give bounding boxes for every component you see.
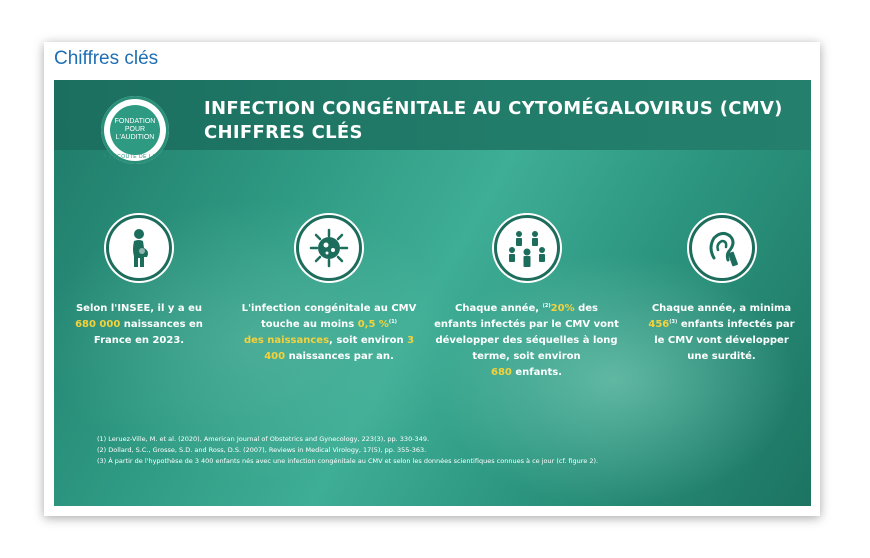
stat-infection-rate <box>240 215 418 365</box>
title-line-1: INFECTION CONGÉNITALE AU CYTOMÉGALOVIRUS (CMV) <box>204 98 783 119</box>
content-card <box>44 42 820 516</box>
stat-text-part: L'infection congénitale au CMV touche au moins <box>241 303 417 330</box>
stat-text-part: enfants infectés par le CMV vont développer une surdité. <box>654 319 795 362</box>
stat-deafness <box>644 215 799 365</box>
footnote-1: (1) Leruez-Ville, M. et al. (2020), American Journal of Obstetrics and Gynecology, 223(3), pp. 330-349. <box>97 435 430 443</box>
stat-highlight: 0,5 % <box>357 319 389 330</box>
stat-text-part: naissances par an. <box>288 351 394 362</box>
stat-deafness-text <box>644 301 799 365</box>
stat-text-part: , soit environ <box>329 335 404 346</box>
footnote-2: (2) Dollard, S.C., Grosse, S.D. and Ross, D.S. (2007), Reviews in Medical Virology, 17(5), pp. 355-363. <box>97 446 427 454</box>
logo-line-2: POUR <box>124 126 146 133</box>
stat-sequelae <box>434 215 619 381</box>
stat-highlight: des naissances <box>243 335 330 346</box>
stat-infection-text <box>240 301 418 365</box>
hearing-icon <box>689 215 755 281</box>
footnote-ref: (2) <box>542 303 551 309</box>
stat-text-part: Chaque année, a minima <box>651 303 792 314</box>
infographic-title <box>204 97 783 145</box>
stat-highlight: 456 <box>648 319 670 330</box>
logo-ring-text: À L'ÉCOUTE DE LA VIE <box>102 154 168 160</box>
stat-highlight: 20% <box>550 303 575 314</box>
stat-text-part: des enfants infectés par le CMV vont développer des séquelles à long terme, soit environ <box>434 303 619 362</box>
stat-text-part: naissances en France en 2023. <box>93 319 203 346</box>
logo-line-3: L'AUDITION <box>115 134 155 141</box>
fondation-logo <box>101 96 169 164</box>
footnote-3: (3) À partir de l'hypothèse de 3 400 enfants nés avec une infection congénitale au CMV et selon les données scientifiques connues à ce jour (cf. figure 2). <box>97 457 599 465</box>
stat-text-part: enfants. <box>515 367 562 378</box>
stat-text-part: Chaque année, <box>455 303 540 314</box>
stat-highlight: 680 000 <box>75 319 121 330</box>
footnotes <box>97 434 598 467</box>
pregnant-woman-icon <box>106 215 172 281</box>
footnote-ref: (1) <box>388 319 397 325</box>
stat-births <box>59 215 219 349</box>
page-title: Chiffres clés <box>54 48 159 69</box>
logo-line-1: FONDATION <box>114 118 156 125</box>
stat-sequelae-text <box>434 301 619 381</box>
stat-text-part: Selon l'INSEE, il y a eu <box>75 303 203 314</box>
stat-births-text <box>59 301 219 349</box>
stat-highlight: 3 400 <box>264 335 415 362</box>
virus-icon <box>296 215 362 281</box>
footnote-ref: (3) <box>669 319 678 325</box>
cmv-infographic <box>54 80 811 506</box>
logo-inner <box>110 105 160 155</box>
stat-highlight: 680 <box>490 367 512 378</box>
children-group-icon <box>494 215 560 281</box>
title-line-2: CHIFFRES CLÉS <box>204 122 363 143</box>
